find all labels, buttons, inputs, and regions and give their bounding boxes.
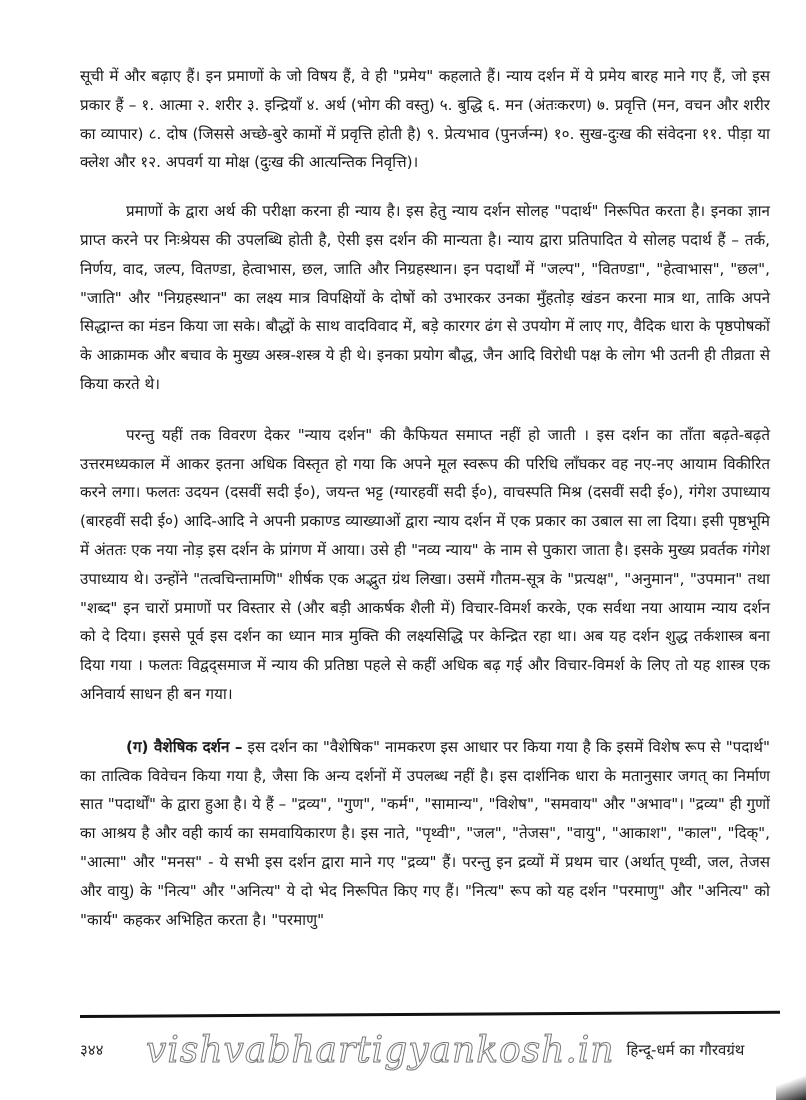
page-body bbox=[80, 62, 770, 934]
page-number: ३४४ bbox=[80, 1041, 104, 1059]
section-body: इस दर्शन का "वैशेषिक" नामकरण इस आधार पर किया गया है कि इसमें विशेष रूप से "पदार्थ" का तात्विक विवेचन किया गया है, जैसा कि अन्य दर्शनों में उपलब्ध नहीं है। इस दार्शनिक धारा के मतानुसार जगत् का निर्माण सात "पदार्थों" के द्वारा हुआ है। ये हैं – "द्रव्य", "गुण", "कर्म", "सामान्य", "विशेष", "समवाय" और "अभाव"। "द्रव्य" ही गुणों का आश्रय है और वही कार्य का समवायिकारण है। इस नाते, "पृथ्वी", "जल", "तेजस", "वायु", "आकाश", "काल", "दिक्", "आत्मा" और "मनस" - ये सभी इस दर्शन द्वारा माने गए "द्रव्य" हैं। परन्तु इन द्रव्यों में प्रथम चार (अर्थात् पृथ्वी, जल, तेजस और वायु) के "नित्य" और "अनित्य" ये दो भेद निरूपित किए गए हैं। "नित्य" रूप को यह दर्शन "परमाणु" और "अनित्य" को "कार्य" कहकर अभिहित करता है। "परमाणु" bbox=[80, 737, 771, 929]
page-footer bbox=[80, 1030, 780, 1070]
watermark: vishvabhartigyankosh.in bbox=[146, 1029, 615, 1071]
footer-rule bbox=[80, 1011, 780, 1018]
book-title: हिन्दू-धर्म का गौरवग्रंथ bbox=[626, 1041, 745, 1059]
section-vaisheshika bbox=[80, 733, 770, 935]
paragraph-prameya: सूची में और बढ़ाए हैं। इन प्रमाणों के जो विषय हैं, वे ही "प्रमेय" कहलाते हैं। न्याय दर्शन में ये प्रमेय बारह माने गए हैं, जो इस प्रकार हैं – १. आत्मा २. शरीर ३. इन्द्रियाँ ४. अर्थ (भोग की वस्तु) ५. बुद्धि ६. मन (अंतःकरण) ७. प्रवृत्ति (मन, वचन और शरीर का व्यापार) ८. दोष (जिससे अच्छे-बुरे कामों में प्रवृत्ति होती है) ९. प्रेत्यभाव (पुनर्जन्म) १०. सुख-दुःख की संवेदना ११. पीड़ा या क्लेश और १२. अपवर्ग या मोक्ष (दुःख की आत्यन्तिक निवृत्ति)। bbox=[80, 67, 770, 172]
paragraph-padartha: प्रमाणों के द्वारा अर्थ की परीक्षा करना ही न्याय है। इस हेतु न्याय दर्शन सोलह "पदार्थ" निरूपित करता है। इनका ज्ञान प्राप्त करने पर निःश्रेयस की उपलब्धि होती है, ऐसी इस दर्शन की मान्यता है। न्याय द्वारा प्रतिपादित ये सोलह पदार्थ हैं – तर्क, निर्णय, वाद, जल्प, वितण्डा, हेत्वाभास, छल, जाति और निग्रहस्थान। इन पदार्थों में "जल्प", "वितण्डा", "हेत्वाभास", "छल", "जाति" और "निग्रहस्थान" का लक्ष्य मात्र विपक्षियों के दोषों को उभारकर उनका मुँहतोड़ खंडन करना मात्र था, ताकि अपने सिद्धान्त का मंडन किया जा सके। बौद्धों के साथ वादविवाद में, बड़े कारगर ढंग से उपयोग में लाए गए, वैदिक धारा के पृष्ठपोषकों के आक्रामक और बचाव के मुख्य अस्त्र-शस्त्र ये ही थे। इनका प्रयोग बौद्ध, जैन आदि विरोधी पक्ष के लोग भी उतनी ही तीव्रता से किया करते थे। bbox=[80, 202, 771, 393]
paragraph-navya-nyaya: परन्तु यहीं तक विवरण देकर "न्याय दर्शन" की कैफियत समाप्त नहीं हो जाती । इस दर्शन का ताँता बढ़ते-बढ़ते उत्तरमध्यकाल में आकर इतना अधिक विस्तृत हो गया कि अपने मूल स्वरूप की परिधि लाँघकर वह नए-नए आयाम विकीरित करने लगा। फलतः उदयन (दसवीं सदी ई०), जयन्त भट्ट (ग्यारहवीं सदी ई०), वाचस्पति मिश्र (दसवीं सदी ई०), गंगेश उपाध्याय (बारहवीं सदी ई०) आदि-आदि ने अपनी प्रकाण्ड व्याख्याओं द्वारा न्याय दर्शन में एक प्रकार का उबाल सा ला दिया। इसी पृष्ठभूमि में अंततः एक नया नोड़ इस दर्शन के प्रांगण में आया। उसे ही "नव्य न्याय" के नाम से पुकारा जाता है। इसके मुख्य प्रवर्तक गंगेश उपाध्याय थे। उन्होंने "तत्वचिन्तामणि" शीर्षक एक अद्भुत ग्रंथ लिखा। उसमें गौतम-सूत्र के "प्रत्यक्ष", "अनुमान", "उपमान" तथा "शब्द" इन चारों प्रमाणों पर विस्तार से (और बड़ी आकर्षक शैली में) विचार-विमर्श करके, एक सर्वथा नया आयाम न्याय दर्शन को दे दिया। इससे पूर्व इस दर्शन का ध्यान मात्र मुक्ति की लक्ष्यसिद्धि पर केन्द्रित रहा था। अब यह दर्शन शुद्ध तर्कशास्त्र बना दिया गया । फलतः विद्वद्समाज में न्याय की प्रतिष्ठा पहले से कहीं अधिक बढ़ गई और विचार-विमर्श के लिए तो यह शास्त्र एक अनिवार्य साधन ही बन गया। bbox=[80, 425, 770, 703]
section-heading: (ग) वैशेषिक दर्शन – bbox=[126, 737, 243, 756]
page-edge-shadow bbox=[776, 1060, 806, 1100]
